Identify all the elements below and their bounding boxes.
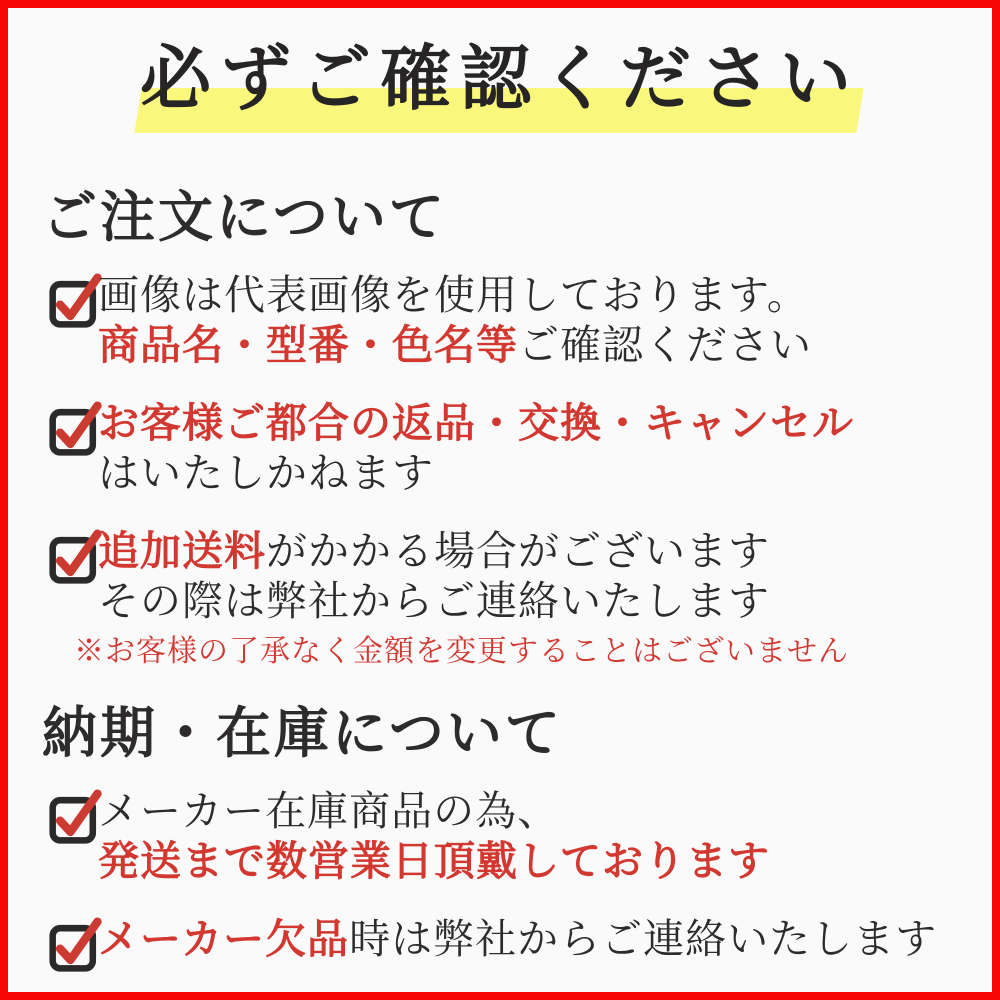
- section: [42, 184, 962, 672]
- text-segment: 時は弊社からご連絡いたします: [349, 915, 938, 963]
- checklist-item: [48, 270, 962, 370]
- item-line: [98, 914, 962, 964]
- text-segment: 画像は代表画像を使用しております。: [98, 271, 809, 319]
- sections-container: [8, 184, 992, 974]
- checkbox-checked-icon: [48, 272, 104, 330]
- item-line: [98, 398, 962, 448]
- section-heading: ご注文について: [42, 184, 447, 249]
- text-segment: がかかる場合がございます: [266, 527, 770, 575]
- page-title: 必ずご確認ください: [139, 36, 860, 120]
- checkbox-checked-icon: [48, 528, 104, 586]
- section-heading: 納期・在庫について: [42, 700, 563, 765]
- checkbox-checked-icon: [48, 400, 104, 458]
- checklist-item: [48, 526, 962, 672]
- checklist-item: [48, 786, 962, 886]
- item-note-line: [74, 632, 962, 672]
- section: [42, 700, 962, 974]
- item-text: [98, 270, 962, 370]
- item-line: [98, 320, 962, 370]
- item-text: [98, 786, 962, 886]
- item-line: [98, 786, 962, 836]
- item-text: [74, 526, 962, 672]
- emphasis-text-segment: 商品名・型番・色名等: [98, 321, 518, 369]
- notice-page: [8, 8, 992, 974]
- section-items: [42, 270, 962, 672]
- text-segment: ご確認ください: [518, 321, 812, 369]
- text-segment: その際は弊社からご連絡いたします: [98, 577, 770, 625]
- checkbox-checked-icon: [48, 916, 104, 974]
- title-banner: [8, 8, 992, 130]
- emphasis-text-segment: メーカー欠品: [98, 915, 350, 963]
- text-segment: はいたしかねます: [98, 449, 434, 497]
- section-items: [42, 786, 962, 974]
- text-segment: メーカー在庫商品の為、: [98, 787, 560, 835]
- emphasis-text-segment: ※お客様の了承なく金額を変更することはございません: [74, 634, 849, 669]
- item-line: [98, 576, 962, 626]
- checklist-item: [48, 398, 962, 498]
- item-line: [98, 526, 962, 576]
- emphasis-text-segment: お客様ご都合の返品・交換・キャンセル: [98, 399, 854, 447]
- item-text: [98, 914, 962, 964]
- item-text: [98, 398, 962, 498]
- item-line: [98, 448, 962, 498]
- checkbox-checked-icon: [48, 788, 104, 846]
- checklist-item: [48, 914, 962, 974]
- emphasis-text-segment: 追加送料: [98, 527, 266, 575]
- emphasis-text-segment: 発送まで数営業日頂戴しております: [98, 837, 770, 885]
- item-line: [98, 836, 962, 886]
- item-line: [98, 270, 962, 320]
